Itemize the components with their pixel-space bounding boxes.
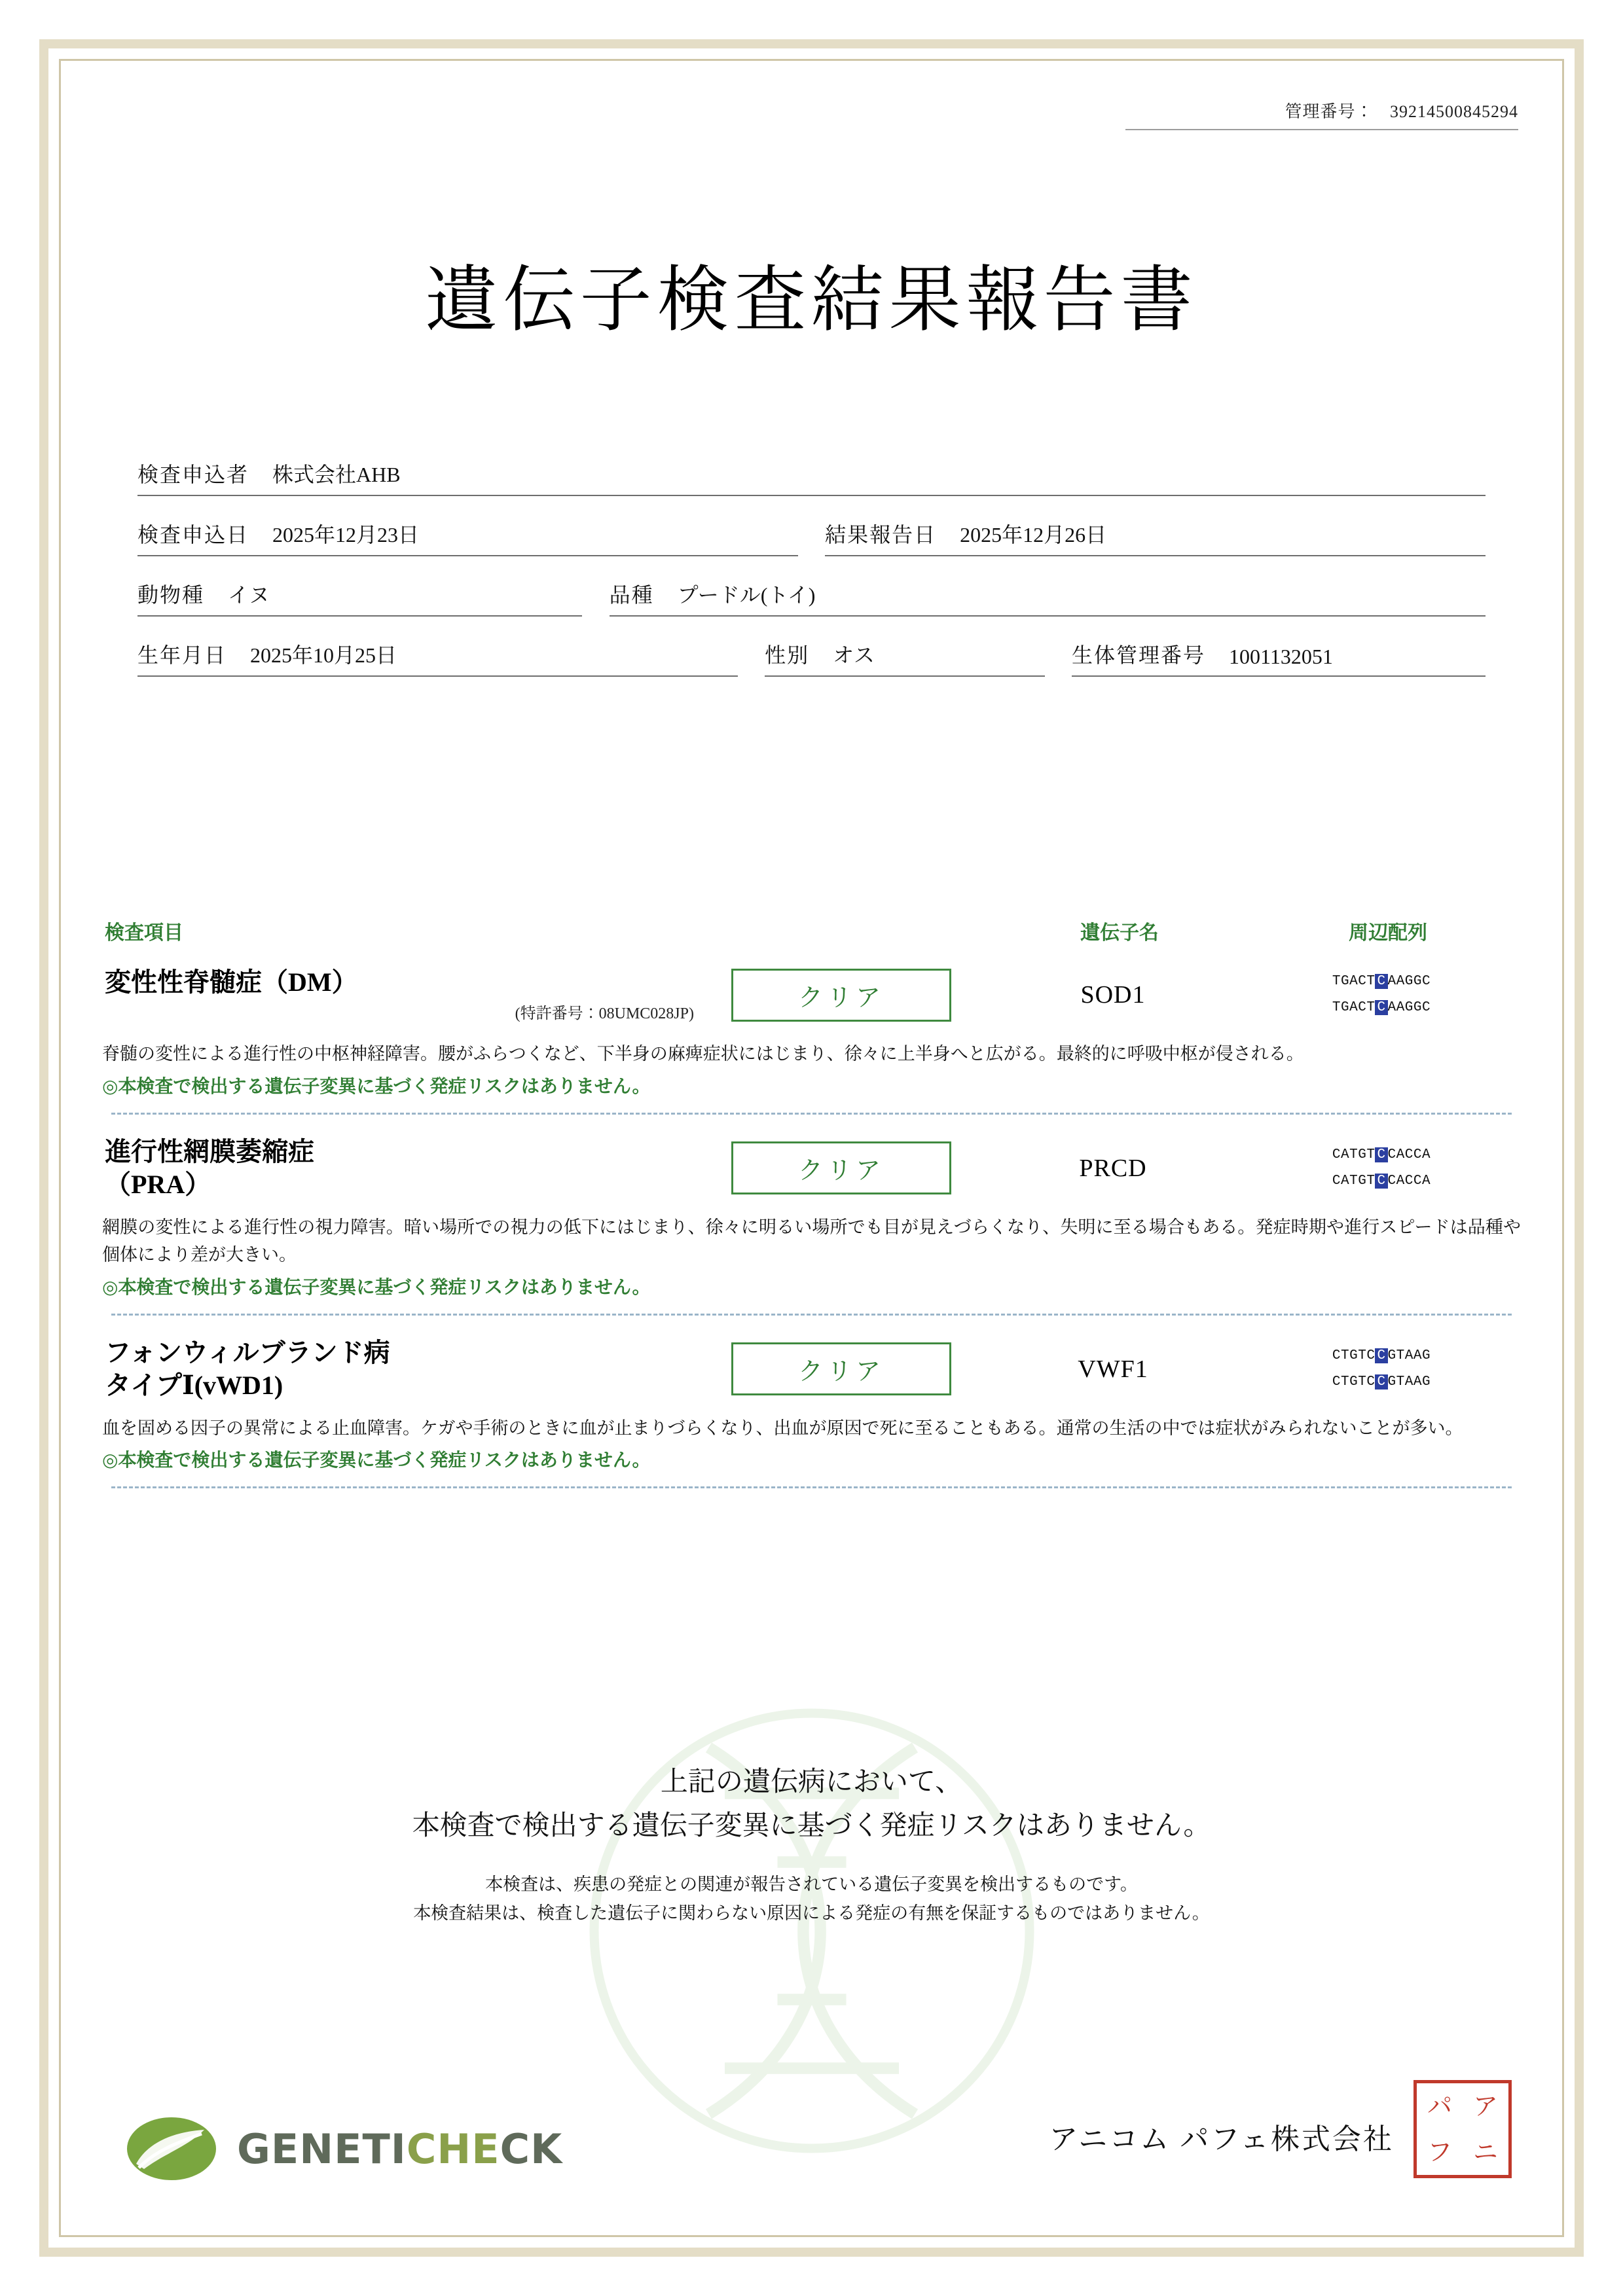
results-section [98, 916, 1525, 1503]
result-gene-name: PRCD [1079, 1154, 1147, 1182]
patent-number: (特許番号：08UMC028JP) [515, 1005, 694, 1022]
applicant-label: 検査申込者 [137, 463, 249, 486]
summary-line-1: 上記の遺伝病において、 [660, 1767, 963, 1797]
result-description: 網膜の変性による進行性の視力障害。暗い場所での視力の低下にはじまり、徐々に明るい場所でも目が見えづらくなり、失明に至る場合もある。発症時期や進行スピードは品種や個体により差が大きい。 [102, 1217, 1521, 1265]
species-value: イヌ [228, 583, 270, 607]
header-sequence: 周辺配列 [1349, 922, 1427, 944]
status-badge: クリア [731, 1141, 951, 1194]
animal-id-label: 生体管理番号 [1072, 643, 1206, 667]
species-label: 動物種 [137, 583, 205, 607]
seal-char-1: パ [1427, 2092, 1452, 2121]
field-applicant [137, 458, 1486, 496]
control-number-value: 39214500845294 [1390, 102, 1518, 121]
page-title: 遺伝子検査結果報告書 [425, 258, 1198, 342]
result-block [98, 1330, 1525, 1489]
field-species [137, 579, 582, 617]
result-sequence: CTGTC C GTAAG CTGTC C GTAAG [1332, 1348, 1431, 1390]
result-risk-note: ◎本検査で検出する遺伝子変異に基づく発症リスクはありません。 [102, 1450, 651, 1471]
header-gene: 遺伝子名 [1080, 922, 1159, 944]
result-risk-note: ◎本検査で検出する遺伝子変異に基づく発症リスクはありません。 [102, 1076, 651, 1097]
result-sequence: CATGT C CACCA CATGT C CACCA [1332, 1147, 1431, 1189]
meta-block [137, 458, 1486, 699]
meta-row-animal [137, 579, 1486, 617]
birthdate-label: 生年月日 [137, 643, 227, 667]
result-row [98, 1129, 1525, 1208]
field-birthdate [137, 639, 738, 677]
result-status-cell [714, 969, 969, 1022]
field-breed [610, 579, 1486, 617]
result-status-cell [714, 1342, 969, 1395]
logo-text-b: CHE [406, 2125, 500, 2173]
geneticheck-logo [124, 2113, 562, 2185]
report-content [85, 79, 1538, 2217]
breed-label: 品種 [609, 583, 654, 607]
meta-row-applicant [137, 458, 1486, 496]
result-separator [111, 1113, 1512, 1115]
sex-label: 性別 [765, 643, 810, 667]
logo-text-c: CK [500, 2125, 563, 2173]
summary-note-1: 本検査は、疾患の発症との関連が報告されている遺伝子変異を検出するものです。 [485, 1874, 1138, 1895]
report-date-label: 結果報告日 [825, 523, 937, 547]
birthdate-value: 2025年10月25日 [250, 643, 397, 667]
animal-id-value: 1001132051 [1229, 645, 1333, 668]
applicant-value: 株式会社AHB [272, 463, 401, 486]
result-sequence: TGACT C AAGGC TGACT C AAGGC [1332, 974, 1431, 1015]
result-status-cell [714, 1141, 969, 1194]
summary-block [85, 1761, 1538, 1928]
company-name: アニコム パフェ株式会社 [1049, 2123, 1394, 2155]
result-description: 血を固める因子の異常による止血障害。ケガや手術のときに血が止まりづらくなり、出血が原因で死に至ることもある。通常の生活の中では症状がみられないことが多い。 [102, 1418, 1463, 1438]
result-separator [111, 1314, 1512, 1316]
result-separator [111, 1486, 1512, 1488]
field-apply-date [137, 518, 798, 556]
status-badge: クリア [731, 969, 951, 1022]
field-animal-id [1072, 639, 1486, 677]
status-badge: クリア [731, 1342, 951, 1395]
result-block [98, 956, 1525, 1115]
control-number [1125, 98, 1518, 130]
results-list [98, 956, 1525, 1488]
result-gene-name: SOD1 [1080, 981, 1146, 1009]
result-row [98, 956, 1525, 1034]
seal-char-3: フ [1427, 2138, 1452, 2166]
control-number-label: 管理番号： [1285, 102, 1374, 121]
report-date-value: 2025年12月26日 [960, 523, 1107, 547]
result-risk-note: ◎本検査で検出する遺伝子変異に基づく発症リスクはありません。 [102, 1277, 651, 1298]
result-block [98, 1129, 1525, 1316]
summary-note-2: 本検査結果は、検査した遺伝子に関わらない原因による発症の有無を保証するものではありません。 [413, 1903, 1210, 1923]
summary-line-2: 本検査で検出する遺伝子変異に基づく発症リスクはありません。 [412, 1811, 1211, 1842]
meta-row-dates [137, 518, 1486, 556]
footer [98, 2054, 1525, 2191]
meta-row-birth [137, 639, 1486, 677]
sex-value: オス [833, 643, 875, 667]
company-seal [1413, 2080, 1512, 2178]
result-gene-name: VWF1 [1078, 1355, 1148, 1383]
header-item: 検査項目 [105, 922, 183, 944]
apply-date-label: 検査申込日 [137, 523, 249, 547]
leaf-logo-icon [124, 2113, 223, 2185]
field-sex [765, 639, 1045, 677]
logo-text-a: GENETI [237, 2125, 407, 2173]
result-description: 脊髄の変性による進行性の中枢神経障害。腰がふらつくなど、下半身の麻痺症状にはじまり、徐々に上半身へと広がる。最終的に呼吸中枢が侵される。 [102, 1044, 1304, 1064]
result-disease-name: 進行性網膜萎縮症 （PRA） [105, 1136, 314, 1199]
logo-wordmark [237, 2125, 562, 2173]
result-row [98, 1330, 1525, 1408]
results-header [98, 916, 1525, 952]
field-report-date [825, 518, 1486, 556]
breed-value: プードル(トイ) [677, 583, 816, 607]
seal-char-2: ア [1472, 2092, 1498, 2121]
seal-char-4: ニ [1472, 2138, 1498, 2166]
apply-date-value: 2025年12月23日 [272, 523, 420, 547]
result-disease-name: 変性性脊髄症（DM） (特許番号：08UMC028JP) [98, 966, 714, 1024]
result-disease-name: フォンウィルブランド病 タイプⅠ(vWD1) [105, 1337, 390, 1400]
